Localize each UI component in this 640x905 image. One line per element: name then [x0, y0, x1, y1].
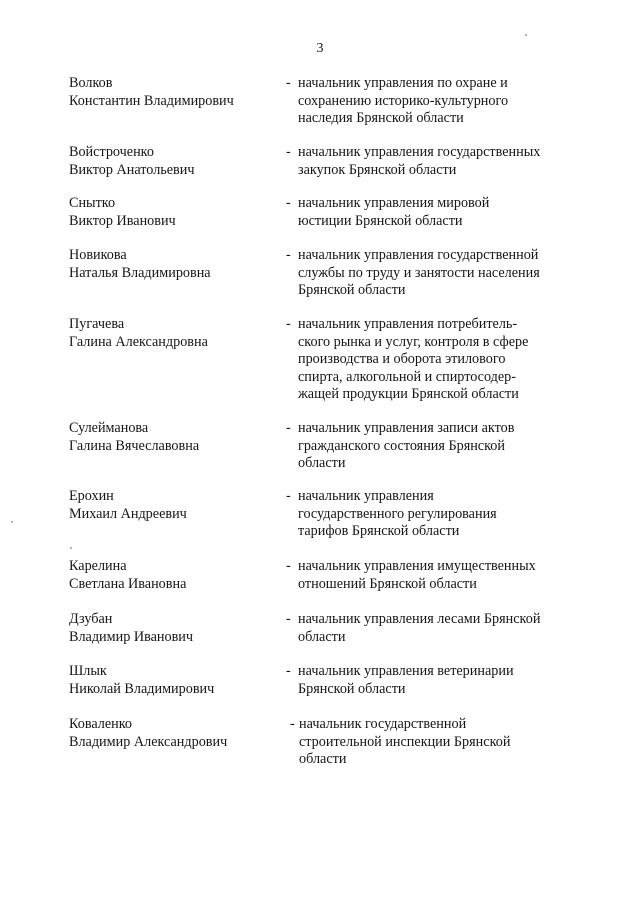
position-description: [286, 663, 586, 698]
list-dash: -: [286, 195, 291, 211]
surname: Волков: [69, 75, 113, 91]
position-text: начальник управления потребитель- ского рынка и услуг, контроля в сфере производства и оборота этилового спирта, алкогольной и спиртосодер- жащей продукции Брянской области: [298, 316, 529, 402]
position-description: [286, 75, 586, 128]
position-description: [286, 247, 586, 300]
scan-speck: [11, 521, 13, 523]
list-dash: -: [286, 247, 291, 263]
person-name: [69, 716, 284, 751]
person-name: [69, 558, 284, 593]
person-name: [69, 420, 284, 455]
position-description: [290, 716, 590, 769]
position-text: начальник управления по охране и сохранению историко-культурного наследия Брянской области: [298, 75, 509, 126]
surname: Ерохин: [69, 488, 114, 504]
list-dash: -: [286, 316, 291, 332]
person-name: [69, 144, 284, 179]
position-description: [286, 558, 586, 593]
list-dash: -: [286, 558, 291, 574]
given-names: Галина Вячеславовна: [69, 437, 200, 454]
given-names: Галина Александровна: [69, 333, 208, 350]
given-names: Владимир Иванович: [69, 628, 194, 645]
position-text: начальник управления мировой юстиции Брянской области: [298, 195, 490, 229]
person-name: [69, 488, 284, 523]
surname: Шлык: [69, 663, 107, 679]
surname: Пугачева: [69, 316, 125, 332]
person-name: [69, 316, 284, 351]
surname: Снытко: [69, 195, 116, 211]
position-text: начальник управления государственных закупок Брянской области: [298, 144, 541, 178]
list-dash: -: [286, 488, 291, 504]
page-number: 3: [316, 41, 324, 56]
list-dash: -: [286, 420, 291, 436]
list-dash: -: [290, 716, 295, 732]
position-description: [286, 195, 586, 230]
position-text: начальник управления лесами Брянской области: [298, 611, 541, 645]
list-dash: -: [286, 663, 291, 679]
given-names: Виктор Анатольевич: [69, 161, 195, 178]
person-name: [69, 663, 284, 698]
given-names: Наталья Владимировна: [69, 264, 211, 281]
surname: Коваленко: [69, 716, 133, 732]
position-text: начальник управления ветеринарии Брянской области: [298, 663, 514, 697]
surname: Карелина: [69, 558, 127, 574]
list-dash: -: [286, 144, 291, 160]
position-text: начальник управления государственного регулирования тарифов Брянской области: [298, 488, 497, 539]
position-description: [286, 144, 586, 179]
person-name: [69, 195, 284, 230]
person-name: [69, 247, 284, 282]
person-name: [69, 75, 284, 110]
given-names: Николай Владимирович: [69, 680, 215, 697]
surname: Сулейманова: [69, 420, 149, 436]
given-names: Светлана Ивановна: [69, 575, 187, 592]
position-description: [286, 420, 586, 473]
position-description: [286, 611, 586, 646]
list-dash: -: [286, 75, 291, 91]
position-text: начальник управления имущественных отношений Брянской области: [298, 558, 536, 592]
person-name: [69, 611, 284, 646]
given-names: Владимир Александрович: [69, 733, 228, 750]
position-description: [286, 316, 586, 404]
given-names: Михаил Андреевич: [69, 505, 187, 522]
given-names: Константин Владимирович: [69, 92, 234, 109]
surname: Новикова: [69, 247, 127, 263]
given-names: Виктор Иванович: [69, 212, 176, 229]
position-text: начальник государственной строительной инспекции Брянской области: [299, 716, 511, 767]
scan-speck: [70, 547, 72, 549]
surname: Войстроченко: [69, 144, 154, 160]
position-description: [286, 488, 586, 541]
scan-speck: [525, 34, 527, 36]
position-text: начальник управления записи актов гражданского состояния Брянской области: [298, 420, 515, 471]
surname: Дзубан: [69, 611, 113, 627]
position-text: начальник управления государственной службы по труду и занятости населения Брянской области: [298, 247, 540, 298]
list-dash: -: [286, 611, 291, 627]
